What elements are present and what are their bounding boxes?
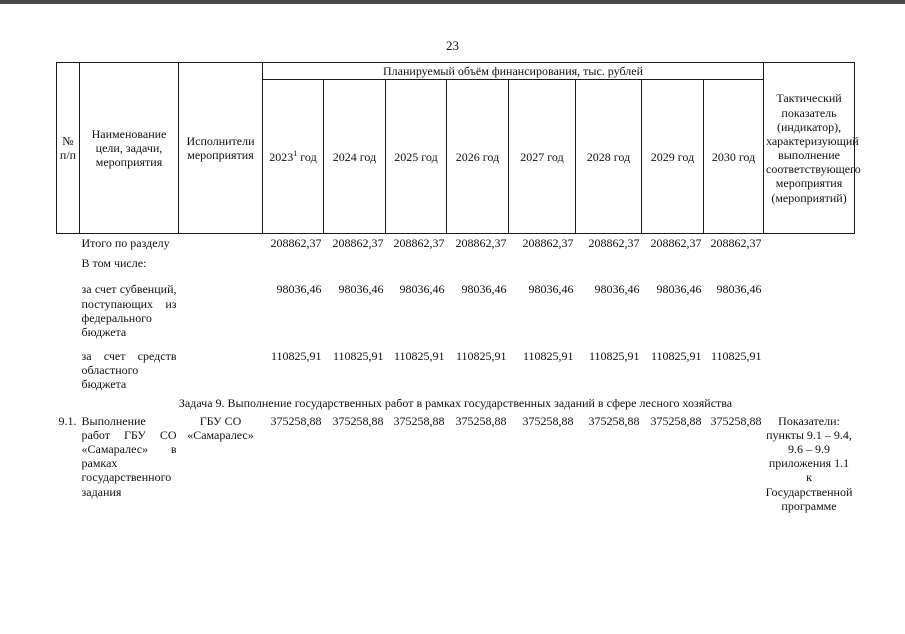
table-body <box>57 234 855 515</box>
value-cell: 375258,88 <box>710 413 762 428</box>
item-tactical-indicator: Показатели: пункты 9.1 – 9.4, 9.6 – 9.9 приложения 1.1 к Государственной программе <box>765 413 853 513</box>
item-executor: ГБУ СО «Самаралес» <box>187 413 254 442</box>
value-cell: 375258,88 <box>332 413 384 428</box>
table-row-federal <box>57 280 855 347</box>
value-cell: 110825,91 <box>393 349 445 364</box>
value-cell: 375258,88 <box>455 413 507 428</box>
value-cell: 110825,91 <box>588 349 640 364</box>
value-cell: 98036,46 <box>461 282 507 297</box>
value-cell: 110825,91 <box>710 349 762 364</box>
header-year-2030: 2030 год <box>704 80 764 234</box>
header-planned-financing: Планируемый объём финансирования, тыс. рублей <box>263 63 764 80</box>
value-cell: 208862,37 <box>393 236 445 251</box>
header-tactical-indicator: Тактический показатель (индикатор), характеризующий выполнение соответствующего мероприятия (мероприятий) <box>764 63 855 234</box>
header-year-2023 <box>263 80 324 234</box>
value-cell: 98036,46 <box>338 282 384 297</box>
value-cell: 98036,46 <box>594 282 640 297</box>
value-cell: 98036,46 <box>528 282 574 297</box>
financing-table <box>56 62 861 515</box>
value-cell: 110825,91 <box>650 349 702 364</box>
value-cell: 98036,46 <box>716 282 762 297</box>
table-row-task-title <box>57 394 855 412</box>
value-cell: 208862,37 <box>455 236 507 251</box>
header-year-2027: 2027 год <box>509 80 576 234</box>
header-num: № п/п <box>57 63 80 234</box>
header-name: Наименование цели, задачи, мероприятия <box>80 63 179 234</box>
value-cell: 208862,37 <box>650 236 702 251</box>
header-year-2024: 2024 год <box>324 80 386 234</box>
value-cell: 110825,91 <box>270 349 322 364</box>
value-cell: 208862,37 <box>332 236 384 251</box>
value-cell: 208862,37 <box>522 236 574 251</box>
table-row-total <box>57 234 855 253</box>
value-cell: 375258,88 <box>650 413 702 428</box>
header-executor: Исполнители мероприятия <box>179 63 263 234</box>
value-cell: 208862,37 <box>270 236 322 251</box>
header-year-2029: 2029 год <box>642 80 704 234</box>
table-row-regional <box>57 347 855 393</box>
table-row-item-9-1 <box>57 412 855 515</box>
year-2023-suffix: год <box>297 150 317 165</box>
header-year-2028: 2028 год <box>576 80 642 234</box>
header-year-2026: 2026 год <box>447 80 509 234</box>
table-header <box>57 63 861 234</box>
value-cell: 208862,37 <box>710 236 762 251</box>
task-title: Задача 9. Выполнение государственных работ в рамках государственных заданий в сфере лесного хозяйства <box>178 395 733 410</box>
row-name: за счет средств областного бюджета <box>81 349 177 392</box>
value-cell: 110825,91 <box>332 349 384 364</box>
value-cell: 375258,88 <box>588 413 640 428</box>
page-top-border <box>0 0 905 4</box>
value-cell: 110825,91 <box>522 349 574 364</box>
item-name: Выполнение работ ГБУ СО «Самаралес» в рамках государственного задания <box>81 413 177 499</box>
value-cell: 375258,88 <box>522 413 574 428</box>
value-cell: 98036,46 <box>656 282 702 297</box>
row-name: Итого по разделу <box>81 236 170 251</box>
row-name: В том числе: <box>81 256 147 271</box>
value-cell: 375258,88 <box>270 413 322 428</box>
value-cell: 98036,46 <box>399 282 445 297</box>
value-cell: 110825,91 <box>455 349 507 364</box>
header-year-2025: 2025 год <box>386 80 447 234</box>
row-name: за счет субвенций, поступающих из федерального бюджета <box>81 282 177 339</box>
page-number: 23 <box>446 38 459 53</box>
year-2023-footnote-mark: 1 <box>293 149 298 159</box>
table-row-including <box>57 252 855 280</box>
value-cell: 208862,37 <box>588 236 640 251</box>
value-cell: 375258,88 <box>393 413 445 428</box>
year-2023-label: 2023 <box>269 150 294 165</box>
item-number: 9.1. <box>58 413 77 428</box>
value-cell: 98036,46 <box>276 282 322 297</box>
